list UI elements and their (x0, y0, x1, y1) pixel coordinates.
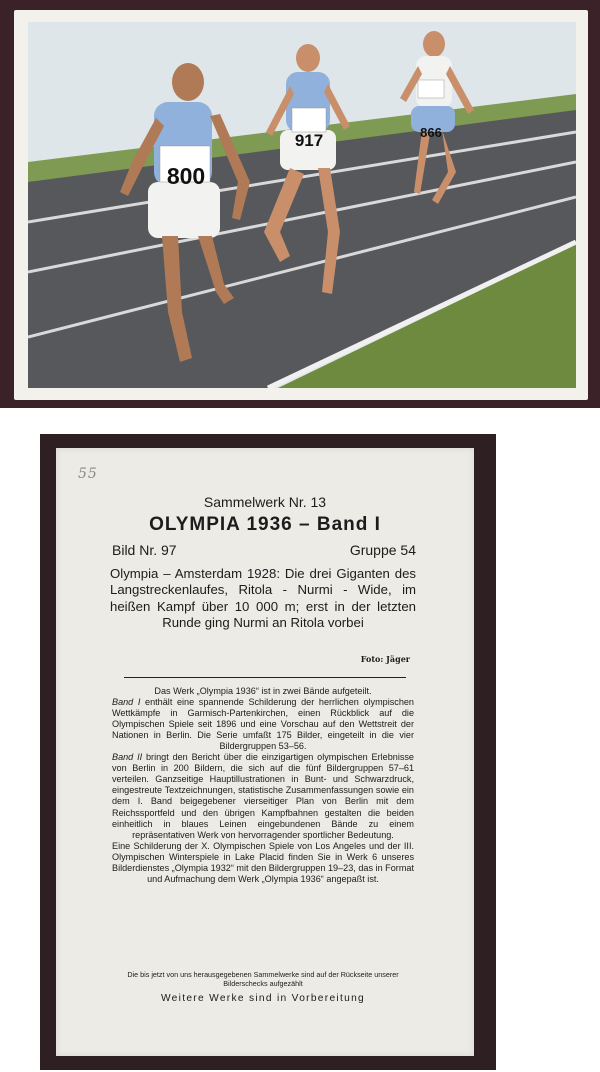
description-paragraph: Das Werk „Olympia 1936“ ist in zwei Bände aufgeteilt. (154, 686, 372, 696)
card-title: OLYMPIA 1936 – Band I (149, 514, 381, 535)
band-description: bringt den Bericht über die einzigartigen olympischen Erlebnisse von Berlin in 200 Bildern, die sich auf die fünf Bildergruppen 57–61 verteilen. Ganzseitige Hauptillustrationen in Bunt- und Schwarzdruck, eingestreute Textzeichnungen, statistische Zusammenfassungen sowie ein dem I. Band beigegebener vierseitiger Plan von Berlin mit dem Reichssportfeld und den übrigen Kampfbahnen gestalten die beiden einheitlich in blaues Leinen eingebundenen Bände zu einem repräsentativen Werk von hervorragender sportlicher Bedeutung. (112, 752, 414, 840)
collection-note: Die bis jetzt von uns herausgegebenen Sammelwerke sind auf der Rückseite unserer Bilderschecks aufgezählt (127, 970, 399, 988)
race-photo (28, 22, 576, 388)
bib-800: 800 (166, 163, 206, 189)
series-label: Sammelwerk Nr. 13 (203, 494, 327, 510)
bib-917: 917 (294, 131, 324, 150)
group-number: Gruppe 54 (349, 542, 416, 558)
back-card (56, 448, 474, 1056)
picture-caption: Olympia – Amsterdam 1928: Die drei Giganten des Langstreckenlaufes, Ritola - Nurmi - Wide, im heißen Kampf über 10 000 m; erst in der letzten Runde ging Nurmi an Ritola vorbei (110, 566, 416, 631)
description-paragraph (112, 697, 414, 752)
description-paragraph (112, 752, 414, 840)
footer-note: Weitere Werke sind in Vorbereitung (160, 993, 366, 1004)
picture-number: Bild Nr. 97 (112, 542, 177, 558)
description-text (112, 686, 414, 885)
divider (124, 677, 406, 678)
photo-credit: Foto: Jäger (360, 654, 410, 664)
description-paragraph: Eine Schilderung der X. Olympischen Spiele von Los Angeles und der III. Olympischen Winterspiele in Lake Placid finden Sie in Werk 6 unseres Bilderdienstes „Olympia 1932“ mit den Bildergruppen 19–23, das in Format und Aufmachung dem Werk „Olympia 1936“ angepaßt ist. (112, 840, 414, 884)
bib-866: 866 (420, 125, 442, 140)
band-label: Band II (112, 752, 143, 763)
band-description: enthält eine spannende Schilderung der herrlichen olympischen Wettkämpfe in Garmisch-Partenkirchen, einen Rückblick auf die Olympischen Spiele seit 1896 und eine Vorschau auf den Wettstreit der Nationen in Berlin. Die Serie umfaßt 175 Bilder, eingeteilt in die vier Bildergruppen 53–56. (112, 697, 414, 752)
band-label: Band I (112, 697, 141, 708)
pencil-mark: 55 (78, 466, 98, 482)
